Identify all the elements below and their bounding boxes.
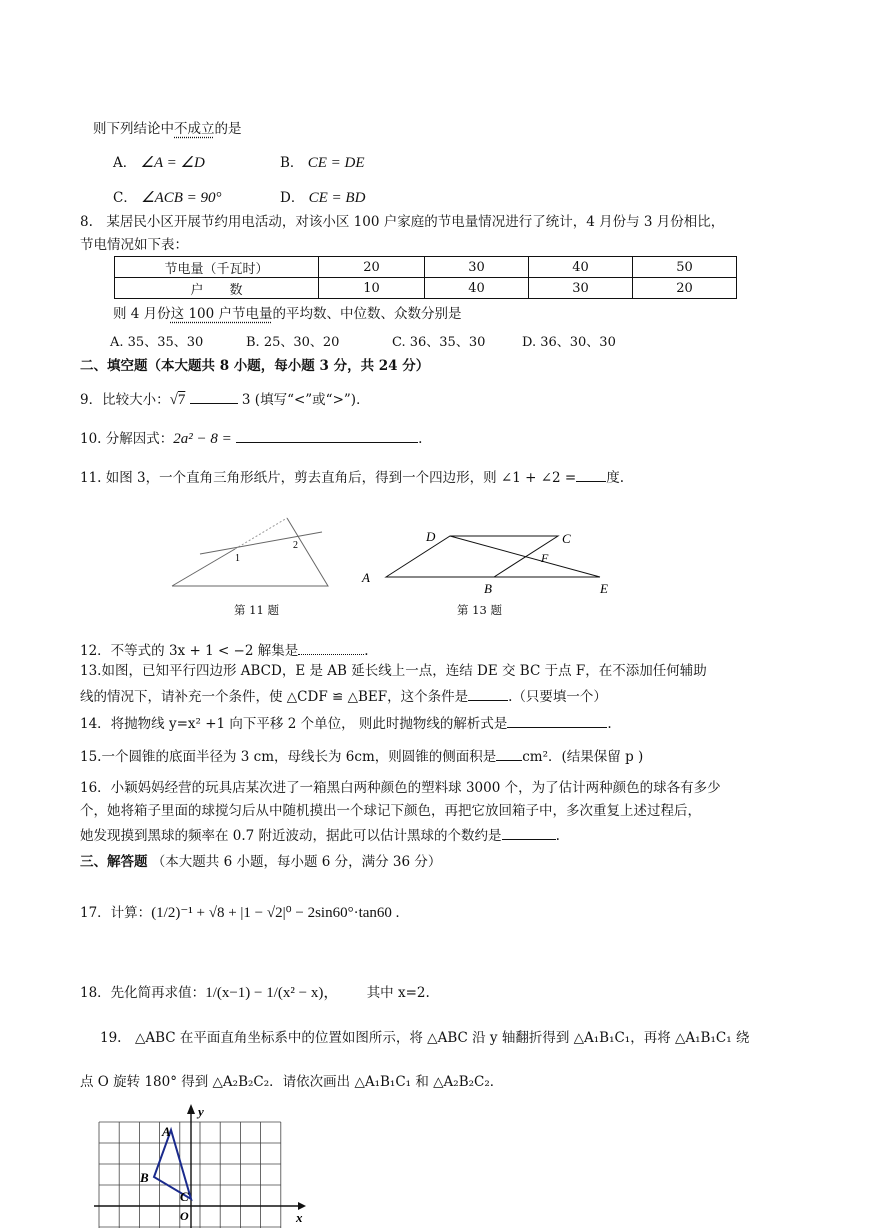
q7-stem: 则下列结论中不成立的是: [93, 121, 242, 137]
q10: 10. 分解因式：2a² − 8 = .: [80, 428, 422, 448]
q19-line2: 点 O 旋转 180° 得到 △A₂B₂C₂．请依次画出 △A₁B₁C₁ 和 △A₂B₂C₂．: [80, 1074, 504, 1090]
grid-lines: [99, 1122, 281, 1228]
q19-line1: 19. △ABC 在平面直角坐标系中的位置如图所示，将 △ABC 沿 y 轴翻折得到 △A₁B₁C₁，再将 △A₁B₁C₁ 绕: [100, 1030, 750, 1046]
q18: 18．先化简再求值：1/(x−1) − 1/(x² − x)， 其中 x=2.: [80, 985, 430, 1001]
q8-question: 则 4 月份这 100 户节电量的平均数、中位数、众数分别是: [113, 306, 462, 322]
q8-option-b: B. 25、30、20: [246, 335, 340, 350]
figure-19-grid: [90, 1102, 310, 1228]
q8-option-d: D. 36、30、30: [522, 335, 616, 350]
fig11-label-2: 2: [293, 540, 298, 551]
fig13-label-e: E: [600, 581, 608, 596]
fig13-line-de: [450, 536, 600, 577]
table-cell: 20: [319, 257, 425, 278]
fig19-label-c: C: [180, 1189, 189, 1204]
q12-blank[interactable]: [298, 640, 364, 655]
q9: 9．比较大小：√7 3 (填写“<”或“>”)．: [80, 389, 370, 409]
q8-table: [114, 256, 737, 299]
q7-option-d: D． CE = BD: [280, 190, 366, 206]
fig13-label-b: B: [484, 581, 492, 596]
table-cell: 20: [633, 278, 737, 299]
section3-heading: 三、解答题 （本大题共 6 小题，每小题 6 分，满分 36 分）: [80, 854, 442, 870]
q17: 17．计算：(1/2)⁻¹ + √8 + |1 − √2|⁰ − 2sin60°·tan60 .: [80, 905, 400, 921]
q7-option-c: C． ∠ACB = 90°: [113, 190, 222, 206]
table-cell: 30: [529, 278, 633, 299]
q13-blank[interactable]: [468, 686, 508, 701]
fig19-label-b: B: [140, 1170, 149, 1185]
figure-11: [165, 510, 340, 595]
table-cell: 40: [529, 257, 633, 278]
q16-line2: 个，她将箱子里面的球搅匀后从中随机摸出一个球记下颜色，再把它放回箱子中，多次重复上述过程后，: [80, 803, 701, 819]
fig19-label-y: y: [198, 1104, 204, 1119]
fig13-label-c: C: [562, 531, 571, 546]
fig19-label-o: O: [180, 1209, 189, 1223]
q14: 14．将抛物线 y=x² +1 向下平移 2 个单位， 则此时抛物线的解析式是 .: [80, 713, 612, 733]
fig11-triangle-sides: [172, 518, 328, 586]
q8-line1: 8. 某居民小区开展节约用电活动，对该小区 100 户家庭的节电量情况进行了统计，4 月份与 3 月份相比，: [80, 214, 725, 230]
table-row: [115, 278, 737, 299]
q7-option-a: A． ∠A = ∠D: [113, 155, 205, 171]
q16-blank[interactable]: [502, 825, 556, 840]
table-cell: 30: [425, 257, 529, 278]
q9-blank[interactable]: [190, 389, 238, 404]
table-row: [115, 257, 737, 278]
table-cell: 40: [425, 278, 529, 299]
x-axis-arrow: [298, 1202, 306, 1210]
table-cell: 50: [633, 257, 737, 278]
q12: 12．不等式的 3x + 1 < −2 解集是 .: [80, 640, 369, 660]
q15: 15.一个圆锥的底面半径为 3 cm，母线长为 6cm，则圆锥的侧面积是 cm²．(结果保留 p ): [80, 746, 643, 766]
fig11-cut-line: [200, 532, 322, 554]
q7-option-b: B． CE = DE: [280, 155, 365, 171]
q11-blank[interactable]: [576, 467, 606, 482]
table-cell: 10: [319, 278, 425, 299]
q13-line2: 线的情况下，请补充一个条件，使 △CDF ≌ △BEF，这个条件是 .（只要填一个）: [80, 686, 607, 706]
fig11-caption: 第 11 题: [234, 603, 279, 617]
fig13-caption: 第 13 题: [457, 603, 502, 617]
q15-blank[interactable]: [496, 746, 522, 761]
fig13-label-a: A: [362, 570, 370, 585]
q10-blank[interactable]: [236, 428, 418, 443]
q16-line3: 她发现摸到黑球的频率在 0.7 附近波动，据此可以估计黑球的个数约是 .: [80, 825, 560, 845]
fig11-side: [172, 549, 235, 586]
fig11-cut-corner: [235, 518, 287, 549]
fig13-label-d: D: [426, 529, 436, 544]
q14-blank[interactable]: [507, 713, 607, 728]
y-axis-arrow: [187, 1104, 195, 1114]
q8-option-c: C. 36、35、30: [392, 335, 486, 350]
fig19-label-x: x: [296, 1210, 303, 1225]
q8-option-a: A. 35、35、30: [110, 335, 204, 350]
figure-13: [356, 525, 621, 600]
q8-line2: 节电情况如下表：: [80, 237, 188, 253]
q11: 11. 如图 3，一个直角三角形纸片，剪去直角后，得到一个四边形，则 ∠1 + ∠2 = 度.: [80, 467, 624, 487]
q16-line1: 16．小颖妈妈经营的玩具店某次进了一箱黑白两种颜色的塑料球 3000 个，为了估计两种颜色的球各有多少: [80, 780, 721, 796]
table-cell: 节电量（千瓦时）: [115, 257, 319, 278]
table-cell: 户 数: [115, 278, 319, 299]
fig11-label-1: 1: [235, 553, 240, 564]
section2-heading: 二、填空题（本大题共 8 小题，每小题 3 分，共 24 分）: [80, 358, 430, 374]
q13-line1: 13.如图，已知平行四边形 ABCD，E 是 AB 延长线上一点，连结 DE 交 BC 于点 F，在不添加任何辅助: [80, 663, 707, 679]
fig13-label-f: F: [541, 551, 549, 565]
fig19-label-a: A: [162, 1124, 171, 1139]
